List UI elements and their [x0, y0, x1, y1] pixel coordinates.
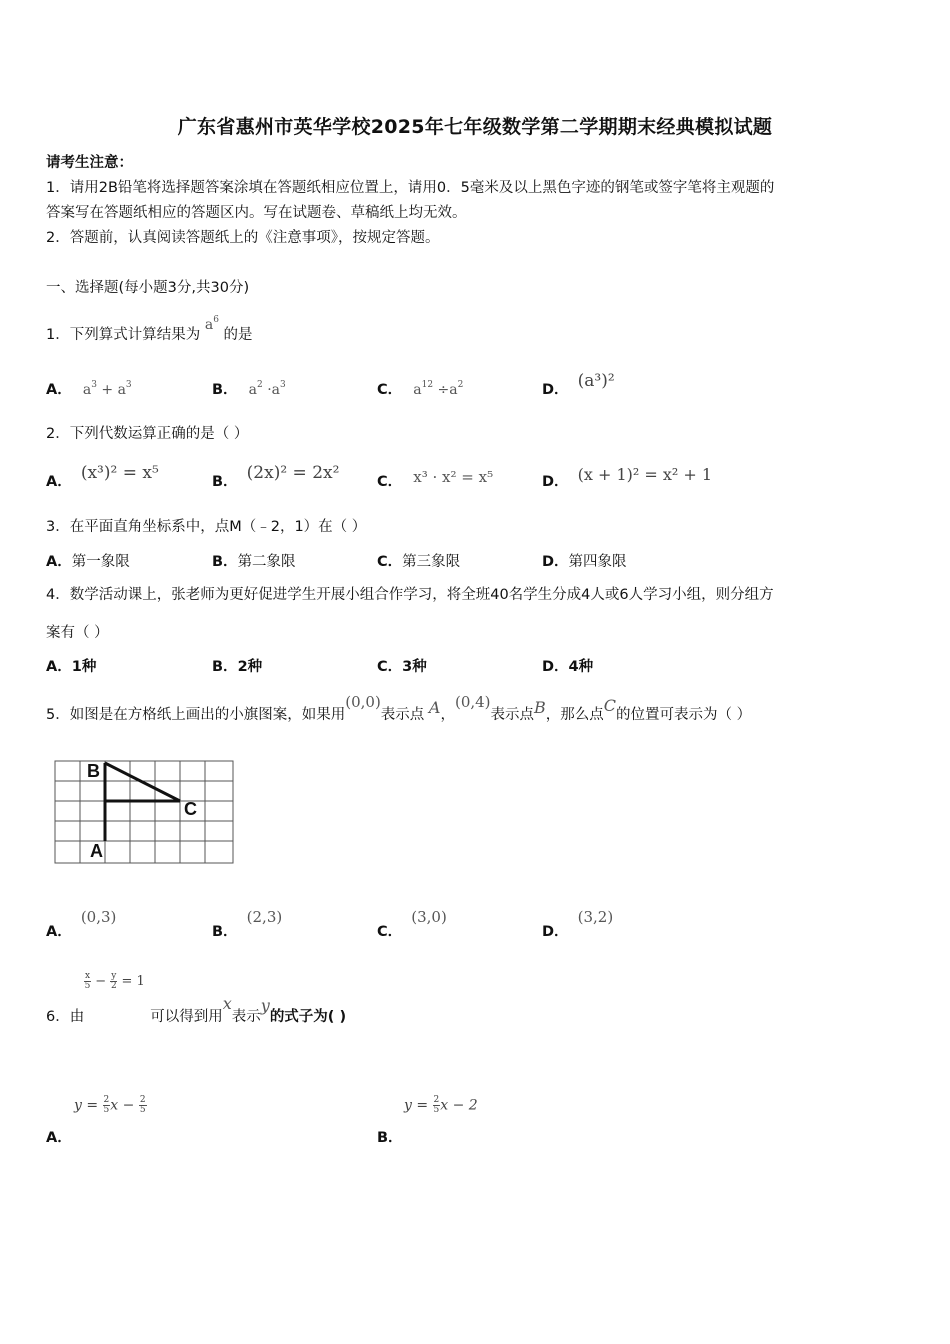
q1-prefix: 1．下列算式计算结果为	[46, 327, 201, 343]
q6-option-b-expr[interactable]: y = $\frac{2}{5}$ x − 2	[404, 1095, 478, 1115]
q5-coord-a: (0,0)	[345, 693, 381, 711]
q6-option-a-expr[interactable]: y = $\frac{2}{5}$ x − $\frac{2}{5}$	[74, 1095, 146, 1115]
q2-option-a[interactable]: A． (x³)² = x⁵	[46, 463, 159, 490]
q1-suffix: 的是	[223, 327, 253, 343]
q2-option-d[interactable]: D． (x + 1)² = x² + 1	[542, 465, 713, 490]
q3-option-a[interactable]: A．第一象限	[46, 554, 130, 570]
figure-label-c: C	[184, 799, 197, 819]
flag-edge	[105, 763, 180, 801]
question-4-line-1: 4．数学活动课上，张老师为更好促进学生开展小组合作学习，将全班40名学生分成4人或6人学习小组，则分组方	[46, 587, 774, 603]
notice-heading: 请考生注意：	[46, 155, 133, 171]
figure-label-b: B	[87, 761, 100, 781]
q5-option-c[interactable]: C． (3,0)	[377, 908, 447, 940]
question-2: 2．下列代数运算正确的是（ ）	[46, 426, 249, 442]
q2-option-b[interactable]: B． (2x)² = 2x²	[212, 463, 340, 490]
q2-option-c[interactable]: C． x³ · x² = x⁵	[377, 468, 494, 490]
notice-line-1: 1．请用2B铅笔将选择题答案涂填在答题纸相应位置上，请用0．5毫米及以上黑色字迹的钢笔或签字笔将主观题的	[46, 180, 775, 196]
q4-option-c[interactable]: C．3种	[377, 659, 427, 675]
q1-option-d[interactable]: D． (a³)²	[542, 371, 615, 398]
notice-line-3: 2．答题前，认真阅读答题纸上的《注意事项》，按规定答题。	[46, 230, 440, 246]
q4-option-a[interactable]: A．1种	[46, 659, 97, 675]
q6-option-b-label[interactable]: B．	[377, 1130, 403, 1146]
figure-label-a: A	[90, 841, 103, 861]
q1-option-b[interactable]: B． $a^2 \cdot a^3$	[212, 380, 286, 398]
q5-option-d[interactable]: D． (3,2)	[542, 908, 614, 940]
q4-option-b[interactable]: B．2种	[212, 659, 263, 675]
q5-option-b[interactable]: B． (2,3)	[212, 908, 283, 940]
q3-option-b[interactable]: B．第二象限	[212, 554, 296, 570]
q1-expr: $a^6$	[204, 315, 219, 333]
question-5: 5．如图是在方格纸上画出的小旗图案，如果用(0,0)表示点 A，(0,4)表示点B，那么点C的位置可表示为（ ）	[46, 693, 752, 723]
q6-equation: $\frac{x}{5}$ − $\frac{y}{2}$ = 1	[84, 971, 145, 991]
q3-option-d[interactable]: D．第四象限	[542, 554, 627, 570]
q4-option-d[interactable]: D．4种	[542, 659, 594, 675]
section-heading: 一、选择题(每小题3分,共30分)	[46, 280, 250, 296]
q1-option-c[interactable]: C． $a^{12} \div a^2$	[377, 380, 464, 398]
question-4-line-2: 案有（ ）	[46, 625, 109, 641]
q3-option-c[interactable]: C．第三象限	[377, 554, 461, 570]
q1-option-a[interactable]: A． $a^3 + a^3$	[46, 380, 132, 398]
flag-grid-figure	[50, 755, 240, 870]
question-3: 3．在平面直角坐标系中，点M（﹣2，1）在（ ）	[46, 519, 367, 535]
q6-option-a-label[interactable]: A．	[46, 1130, 72, 1146]
q5-coord-b: (0,4)	[454, 693, 491, 711]
question-1	[46, 315, 253, 345]
notice-line-2: 答案写在答题纸相应的答题区内。写在试题卷、草稿纸上均无效。	[46, 205, 467, 221]
q5-option-a[interactable]: A． (0,3)	[46, 908, 117, 940]
question-6: 6．由 可以得到用x表示y的式子为( )	[46, 994, 347, 1025]
page-title: 广东省惠州市英华学校2025年七年级数学第二学期期末经典模拟试题	[177, 116, 773, 138]
